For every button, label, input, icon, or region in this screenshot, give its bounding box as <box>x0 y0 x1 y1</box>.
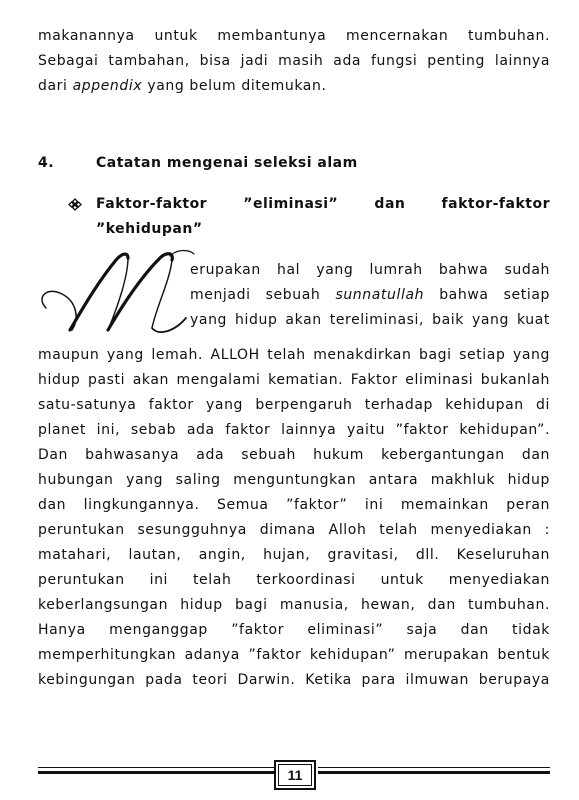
text-line: keberlangsungan hidup bagi manusia, hewan, dan tumbuhan. <box>38 597 550 613</box>
italic-term: sunnatullah <box>335 287 425 303</box>
text-line: peruntukan sesungguhnya dimana Alloh telah menyediakan : <box>38 522 550 538</box>
footer-rule-right <box>318 767 550 768</box>
text-line: Hanya menganggap ”faktor eliminasi” saja dan tidak <box>38 622 550 638</box>
text-line: makanannya untuk membantunya mencernakan tumbuhan. <box>38 28 550 44</box>
subsection-title-line: Faktor-faktor ”eliminasi” dan faktor-faktor <box>96 196 550 212</box>
diamond-bullet-icon <box>68 192 82 217</box>
section-title: Catatan mengenai seleksi alam <box>96 155 358 171</box>
text-fragment: yang belum ditemukan. <box>142 78 327 94</box>
subsection-title-line: ”kehidupan” <box>96 221 203 237</box>
top-paragraph <box>38 24 550 99</box>
dropcap-letter-m <box>36 246 196 336</box>
footer-rule-right-thick <box>318 771 550 774</box>
footer-rule-left-thick <box>38 771 274 774</box>
text-line: Dan bahwasanya ada sebuah hukum kebergantungan dan <box>38 447 550 463</box>
text-fragment: menjadi sebuah <box>190 287 336 303</box>
text-line: matahari, lautan, angin, hujan, gravitasi, dll. Keseluruhan <box>38 547 550 563</box>
text-line: maupun yang lemah. ALLOH telah menakdirkan bagi setiap yang <box>38 347 550 363</box>
text-line: planet ini, sebab ada faktor lainnya yaitu ”faktor kehidupan”. <box>38 422 550 438</box>
text-line <box>38 74 550 99</box>
text-line: hubungan yang saling menguntungkan antara makhluk hidup <box>38 472 550 488</box>
text-fragment: bahwa setiap <box>424 287 550 303</box>
text-line: peruntukan ini telah terkoordinasi untuk menyediakan <box>38 572 550 588</box>
section-number: 4. <box>38 155 55 171</box>
italic-term: appendix <box>72 78 143 94</box>
text-line <box>190 283 550 308</box>
subsection-title <box>96 192 550 242</box>
page-number: 11 <box>287 767 303 783</box>
text-line: erupakan hal yang lumrah bahwa sudah <box>190 262 550 278</box>
footer-rule-left <box>38 767 274 768</box>
main-paragraph-body <box>38 343 550 693</box>
text-line: Sebagai tambahan, bisa jadi masih ada fungsi penting lainnya <box>38 53 550 69</box>
main-paragraph-start <box>190 258 550 333</box>
text-line: hidup pasti akan mengalami kematian. Faktor eliminasi bukanlah <box>38 372 550 388</box>
text-fragment: dari <box>38 78 73 94</box>
text-line: yang hidup akan tereliminasi, baik yang kuat <box>190 312 550 328</box>
text-line: memperhitungkan adanya ”faktor kehidupan” merupakan bentuk <box>38 647 550 663</box>
text-line: dan lingkungannya. Semua ”faktor” ini memainkan peran <box>38 497 550 513</box>
text-line: kebingungan pada teori Darwin. Ketika para ilmuwan berupaya <box>38 672 550 688</box>
page-number-box <box>274 760 316 790</box>
text-line: satu-satunya faktor yang berpengaruh terhadap kehidupan di <box>38 397 550 413</box>
